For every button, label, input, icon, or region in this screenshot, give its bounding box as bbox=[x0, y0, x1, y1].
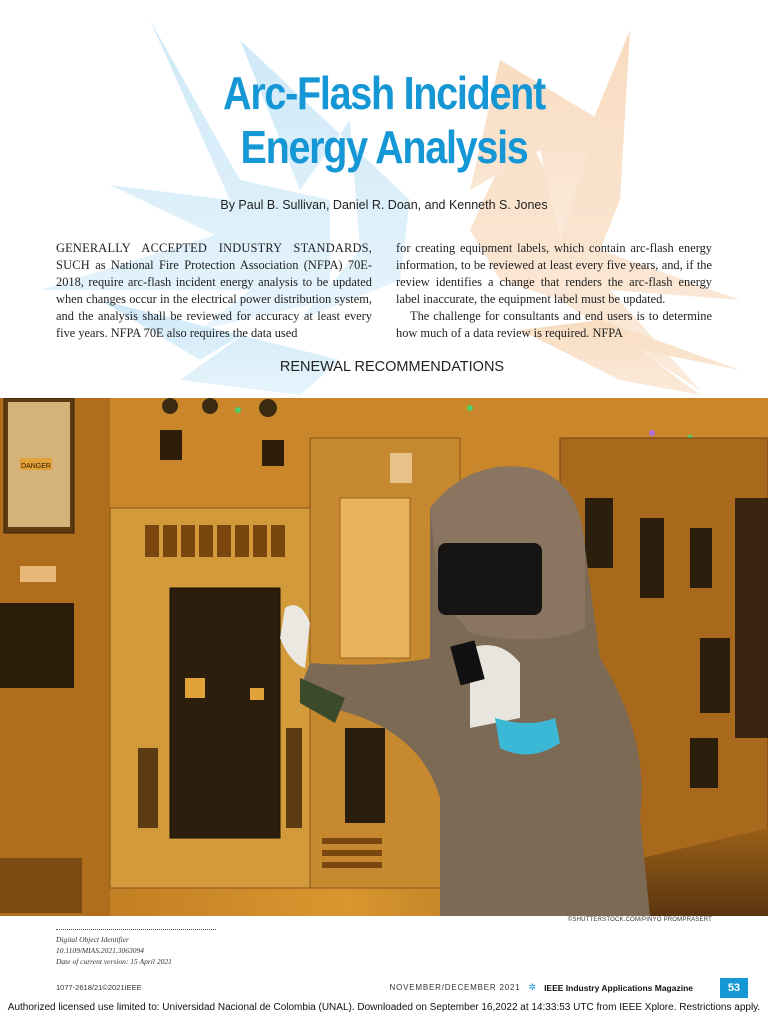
photo-credit: ©SHUTTERSTOCK.COM/PINYO PROMPRASERT bbox=[567, 917, 712, 923]
issn-copyright: 1077-2618/21©2021IEEE bbox=[56, 983, 142, 992]
paragraph: for creating equipment labels, which contain arc-flash energy information, to be reviewed at least every five years, and, if the review identifies a change that renders the arc-flash energy label inaccurate, the equipment label must be updated. bbox=[396, 241, 712, 306]
glass-panel bbox=[340, 498, 410, 658]
license-notice: Authorized licensed use limited to: Universidad Nacional de Colombia (UNAL). Downloaded on September 16,2022 at 14:33:53 UTC from IEEE Xplore. Restrictions apply. bbox=[7, 1002, 761, 1013]
issue-date: NOVEMBER/DECEMBER 2021 bbox=[389, 983, 521, 992]
section-heading: RENEWAL RECOMMENDATIONS bbox=[279, 359, 505, 375]
body-column-right bbox=[396, 240, 712, 342]
doi-date: Date of current version: 15 April 2021 bbox=[56, 957, 172, 966]
doi-identifier: Digital Object Identifier 10.1109/MIAS.2021.3063094 bbox=[56, 935, 144, 955]
doi-block bbox=[56, 929, 216, 967]
running-footer bbox=[390, 982, 693, 993]
article-title bbox=[54, 66, 714, 174]
page-number: 53 bbox=[720, 978, 748, 998]
switch-handle bbox=[160, 430, 182, 460]
body-column-left bbox=[56, 240, 372, 342]
paragraph: The challenge for consultants and end users is to determine how much of a data review is required. NFPA bbox=[396, 309, 712, 340]
paragraph bbox=[56, 240, 372, 342]
lead-in-text: GENERALLY ACCEPTED INDUSTRY STANDARDS, SUCH bbox=[56, 241, 372, 272]
separator-gear-icon: ✲ bbox=[528, 982, 537, 992]
title-line-2: Energy Analysis bbox=[240, 121, 528, 173]
face-shield bbox=[438, 543, 542, 615]
indicator-lamp bbox=[259, 399, 277, 417]
switch-handle bbox=[262, 440, 284, 466]
magazine-name: IEEE Industry Applications Magazine bbox=[544, 982, 693, 993]
breaker-door bbox=[170, 588, 280, 838]
switchgear-photo bbox=[0, 398, 768, 916]
authors-byline: By Paul B. Sullivan, Daniel R. Doan, and Kenneth S. Jones bbox=[220, 198, 548, 212]
meter-panel bbox=[0, 603, 74, 688]
indicator-lamp bbox=[202, 398, 218, 414]
paragraph-text: as National Fire Protection Association (NFPA) 70E-2018, require arc-flash incident energy analysis to be updated when changes occur in the electrical power distribution system, and the analysis shall be reviewed for accuracy at least every five years. NFPA 70E also requires the data used bbox=[56, 258, 372, 340]
title-line-1: Arc-Flash Incident bbox=[223, 67, 545, 119]
danger-label: DANGER bbox=[21, 463, 51, 470]
indicator-lamp bbox=[162, 398, 178, 414]
